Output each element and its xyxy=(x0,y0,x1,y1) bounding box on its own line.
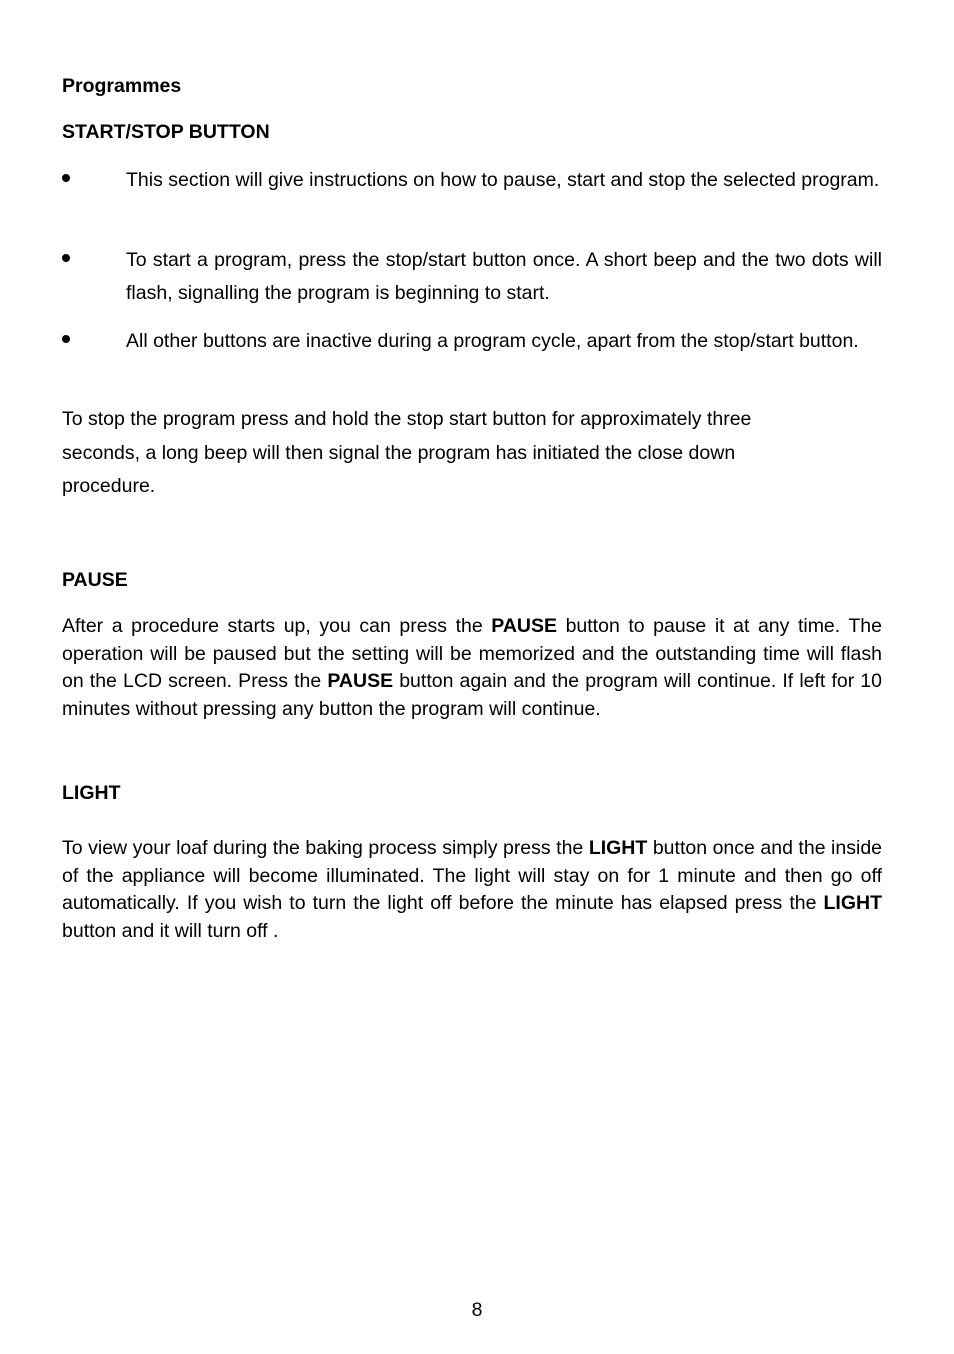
pause-paragraph: After a procedure starts up, you can press the PAUSE button to pause it at any time. The operation will be paused but the setting will be memorized and the outstanding time will flash on the LCD screen. Press the PAUSE button again and the program will continue. If left for 10 minutes without pressing any button the program will continue. xyxy=(62,615,882,720)
start-stop-heading: START/STOP BUTTON xyxy=(62,121,270,143)
programmes-heading: Programmes xyxy=(62,75,182,97)
light-paragraph: To view your loaf during the baking process simply press the LIGHT button once and the inside of the appliance will become illuminated. The light will stay on for 1 minute and then go off automatically. If you wish to turn the light off before the minute has elapsed press the LIGHT button and it will turn off . xyxy=(62,837,883,942)
page-number: 8 xyxy=(471,1299,483,1321)
pause-keyword: PAUSE xyxy=(327,670,394,692)
bullet-text: All other buttons are inactive during a program cycle, apart from the stop/start button. xyxy=(126,330,859,352)
bullet-icon xyxy=(62,254,70,262)
bullet-icon xyxy=(62,335,70,343)
bullet-icon xyxy=(62,174,70,182)
bullet-text: This section will give instructions on how to pause, start and stop the selected program. xyxy=(126,169,880,191)
pause-keyword: PAUSE xyxy=(491,615,558,637)
stop-paragraph: To stop the program press and hold the stop start button for approximately three seconds, a long beep will then signal the program has initiated the close down procedure. xyxy=(62,408,752,497)
pause-heading: PAUSE xyxy=(62,569,128,591)
light-heading: LIGHT xyxy=(62,782,121,804)
bullet-text: To start a program, press the stop/start button once. A short beep and the two dots will flash, signalling the program is beginning to start. xyxy=(126,249,882,304)
light-keyword: LIGHT xyxy=(823,892,882,914)
light-keyword: LIGHT xyxy=(588,837,648,859)
